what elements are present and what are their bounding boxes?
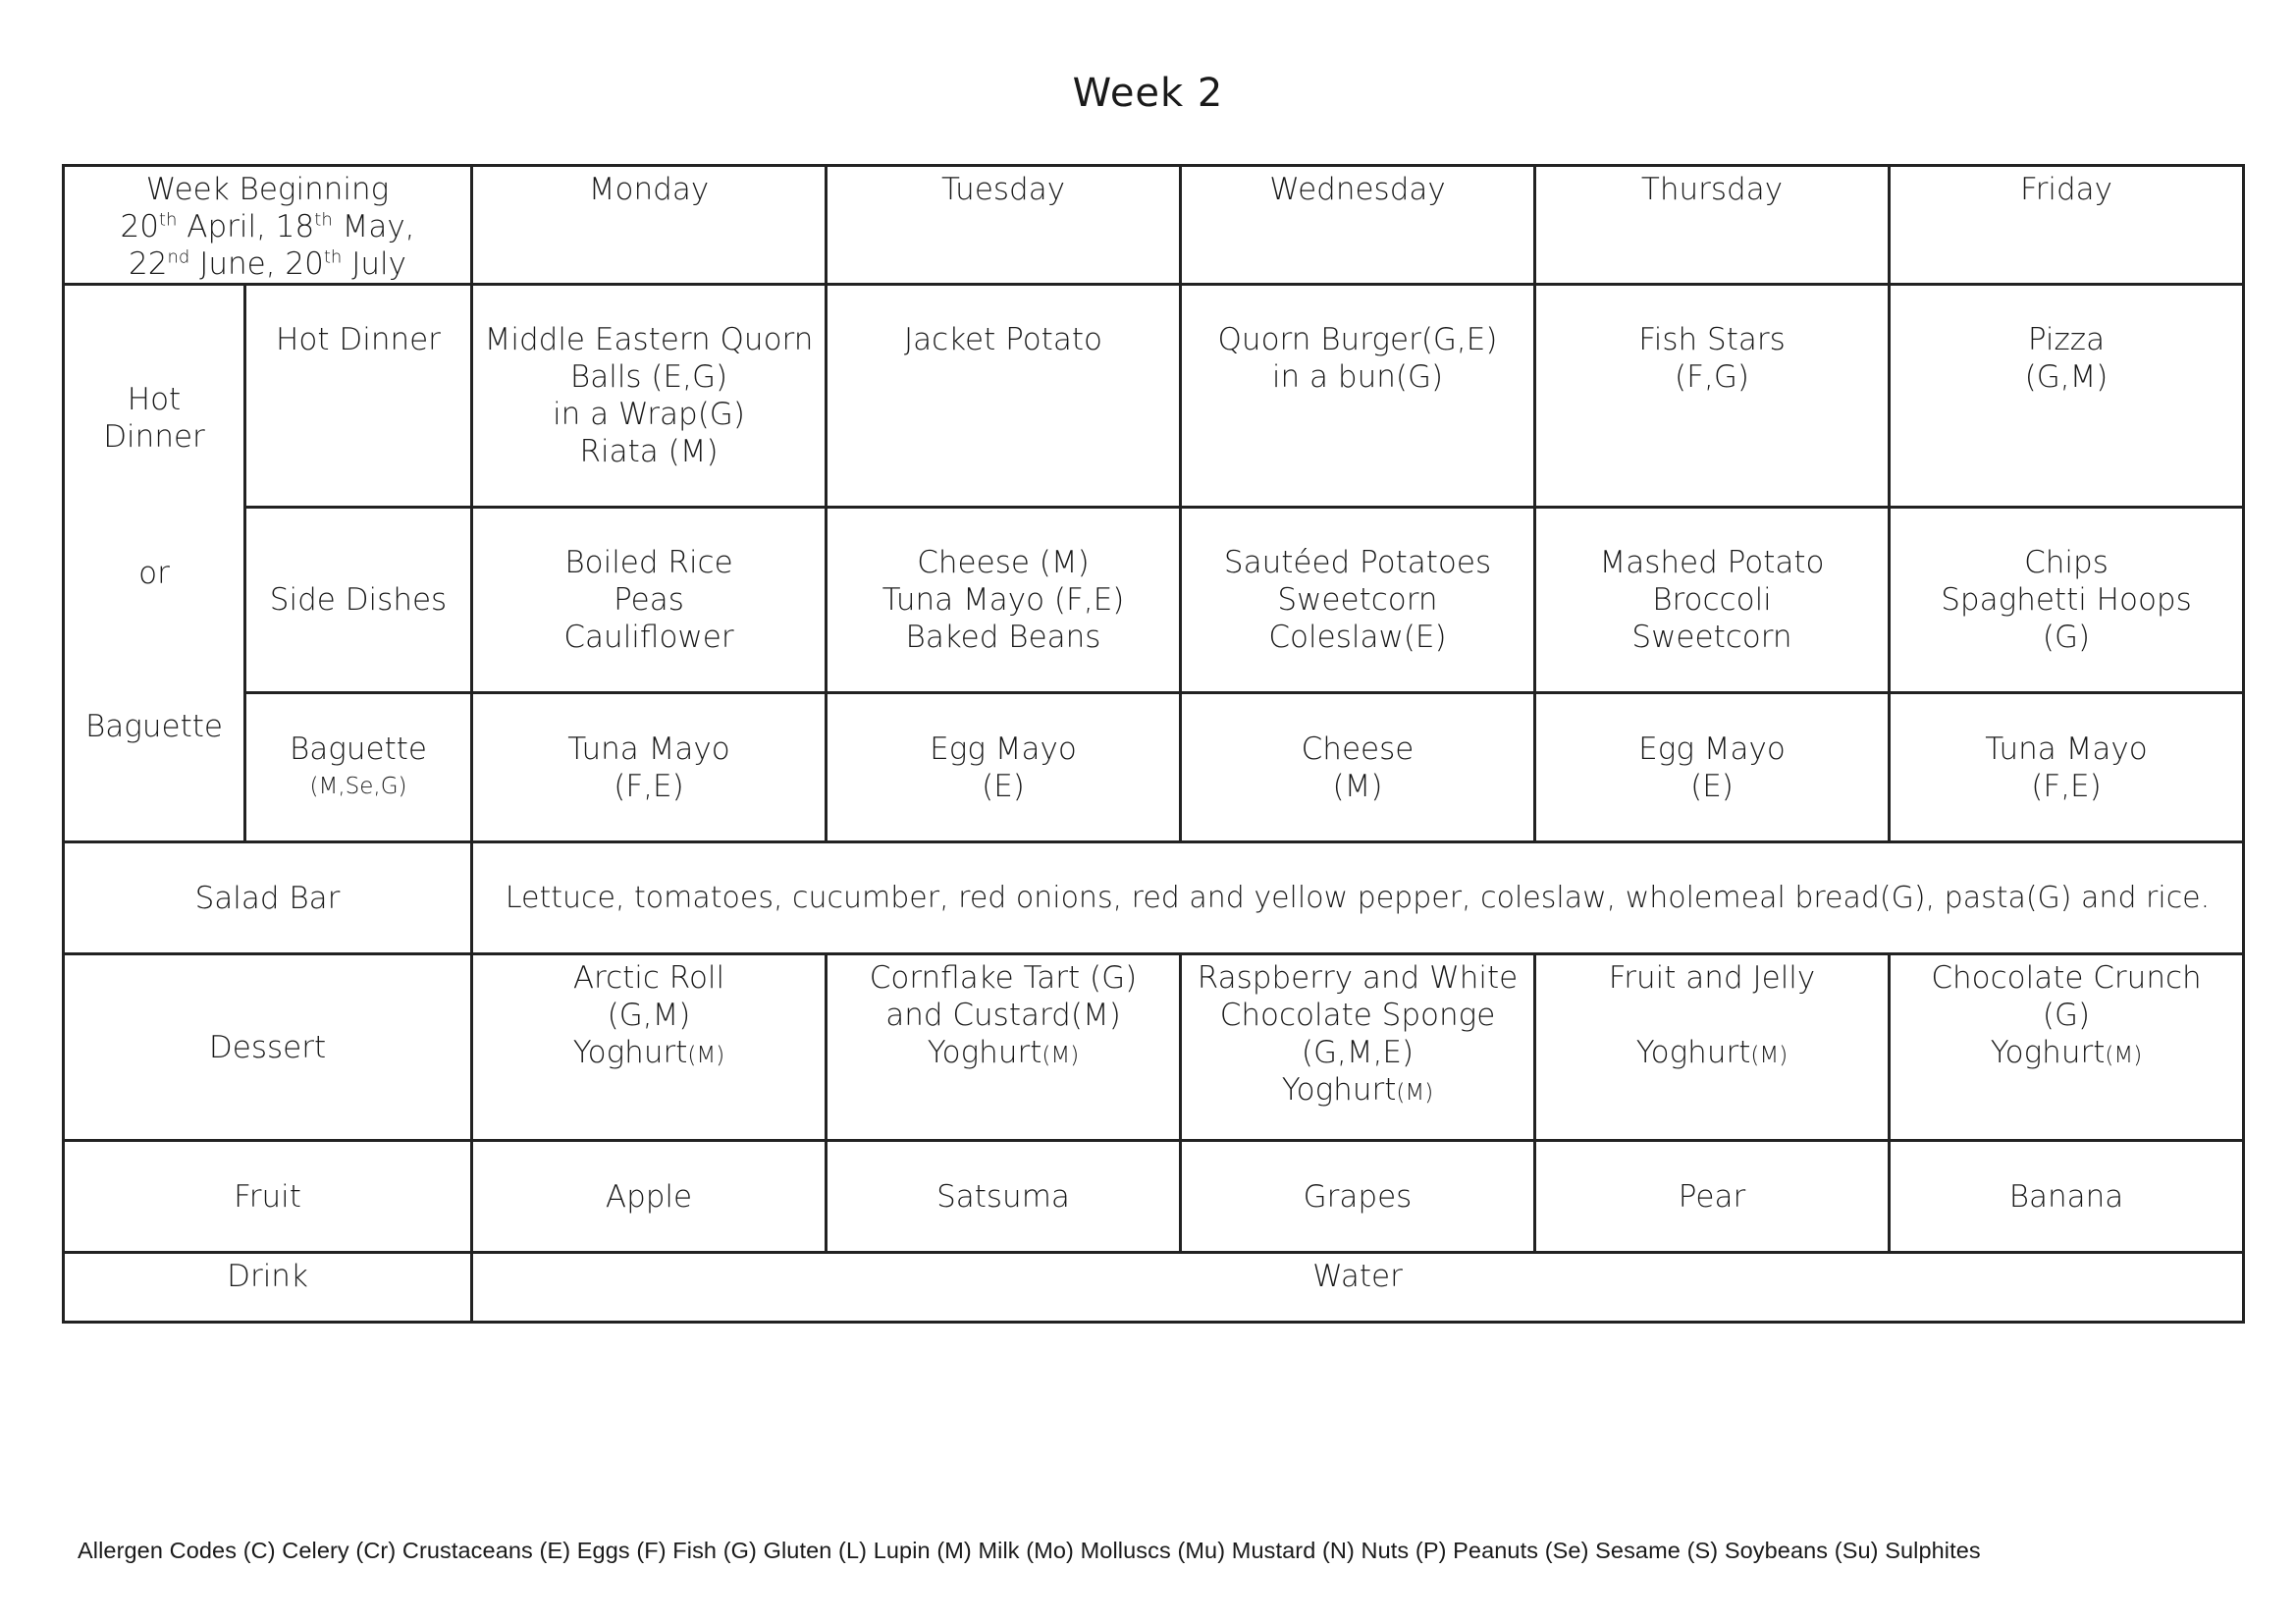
side-dishes-tuesday: Cheese (M) Tuna Mayo (F,E) Baked Beans xyxy=(827,508,1181,693)
baguette-thursday: Egg Mayo (E) xyxy=(1535,693,1890,842)
fruit-monday: Apple xyxy=(472,1141,827,1253)
row-label-hot-dinner: Hot Dinner xyxy=(245,285,472,508)
baguette-monday: Tuna Mayo (F,E) xyxy=(472,693,827,842)
row-label-salad-bar: Salad Bar xyxy=(64,842,472,954)
salad-bar-row xyxy=(64,842,2244,954)
dessert-tuesday: Cornflake Tart (G) and Custard(M) Yoghurt(M) xyxy=(827,954,1181,1141)
fruit-wednesday: Grapes xyxy=(1181,1141,1535,1253)
baguette-tuesday: Egg Mayo (E) xyxy=(827,693,1181,842)
drink-row xyxy=(64,1253,2244,1323)
hot-dinner-tuesday: Jacket Potato xyxy=(827,285,1181,508)
side-dishes-row xyxy=(64,508,2244,693)
allergen-codes-legend: Allergen Codes (C) Celery (Cr) Crustaceans (E) Eggs (F) Fish (G) Gluten (L) Lupin (M) Milk (Mo) Molluscs (Mu) Mustard (N) Nuts (P) Peanuts (Se) Sesame (S) Soybeans (Su) Sulphites xyxy=(78,1538,1981,1563)
row-label-dessert: Dessert xyxy=(64,954,472,1141)
day-header-wednesday: Wednesday xyxy=(1181,166,1535,285)
row-label-drink: Drink xyxy=(64,1253,472,1323)
hot-dinner-monday: Middle Eastern Quorn Balls (E,G) in a Wrap(G) Riata (M) xyxy=(472,285,827,508)
fruit-thursday: Pear xyxy=(1535,1141,1890,1253)
baguette-friday: Tuna Mayo (F,E) xyxy=(1890,693,2244,842)
baguette-row xyxy=(64,693,2244,842)
side-dishes-friday: Chips Spaghetti Hoops (G) xyxy=(1890,508,2244,693)
drink-water: Water xyxy=(472,1253,2244,1323)
dessert-row xyxy=(64,954,2244,1141)
row-label-side-dishes: Side Dishes xyxy=(245,508,472,693)
dessert-wednesday: Raspberry and White Chocolate Sponge (G,M,E) Yoghurt(M) xyxy=(1181,954,1535,1141)
side-dishes-wednesday: Sautéed Potatoes Sweetcorn Coleslaw(E) xyxy=(1181,508,1535,693)
left-label-baguette: Baguette xyxy=(85,709,223,744)
week-beginning-label: Week Beginning xyxy=(145,172,390,207)
day-header-tuesday: Tuesday xyxy=(827,166,1181,285)
fruit-row xyxy=(64,1141,2244,1253)
hot-dinner-wednesday: Quorn Burger(G,E) in a bun(G) xyxy=(1181,285,1535,508)
page-title: Week 2 xyxy=(1072,71,1224,116)
day-header-thursday: Thursday xyxy=(1535,166,1890,285)
dessert-monday: Arctic Roll (G,M) Yoghurt(M) xyxy=(472,954,827,1141)
fruit-friday: Banana xyxy=(1890,1141,2244,1253)
baguette-wednesday: Cheese (M) xyxy=(1181,693,1535,842)
left-label-or: or xyxy=(138,556,170,591)
hot-dinner-thursday: Fish Stars (F,G) xyxy=(1535,285,1890,508)
row-label-baguette: Baguette (M,Se,G) xyxy=(245,693,472,842)
day-header-friday: Friday xyxy=(1890,166,2244,285)
hot-dinner-or-baguette-label xyxy=(64,285,245,842)
left-label-dinner: Dinner xyxy=(103,419,205,455)
baguette-allergens: (M,Se,G) xyxy=(309,773,407,799)
salad-bar-items: Lettuce, tomatoes, cucumber, red onions, red and yellow pepper, coleslaw, wholemeal bread(G), pasta(G) and rice. xyxy=(472,842,2244,954)
dessert-thursday: Fruit and Jelly Yoghurt(M) xyxy=(1535,954,1890,1141)
fruit-tuesday: Satsuma xyxy=(827,1141,1181,1253)
week-dates-line-1: 20th April, 18th May, xyxy=(120,209,415,244)
left-label-hot: Hot xyxy=(127,382,182,417)
side-dishes-monday: Boiled Rice Peas Cauliflower xyxy=(472,508,827,693)
hot-dinner-row xyxy=(64,285,2244,508)
menu-table xyxy=(62,164,2245,1324)
dessert-friday: Chocolate Crunch (G) Yoghurt(M) xyxy=(1890,954,2244,1141)
week-beginning-cell xyxy=(64,166,472,285)
row-label-fruit: Fruit xyxy=(64,1141,472,1253)
hot-dinner-friday: Pizza (G,M) xyxy=(1890,285,2244,508)
day-header-monday: Monday xyxy=(472,166,827,285)
week-dates-line-2: 22nd June, 20th July xyxy=(129,246,406,282)
header-row xyxy=(64,166,2244,285)
side-dishes-thursday: Mashed Potato Broccoli Sweetcorn xyxy=(1535,508,1890,693)
